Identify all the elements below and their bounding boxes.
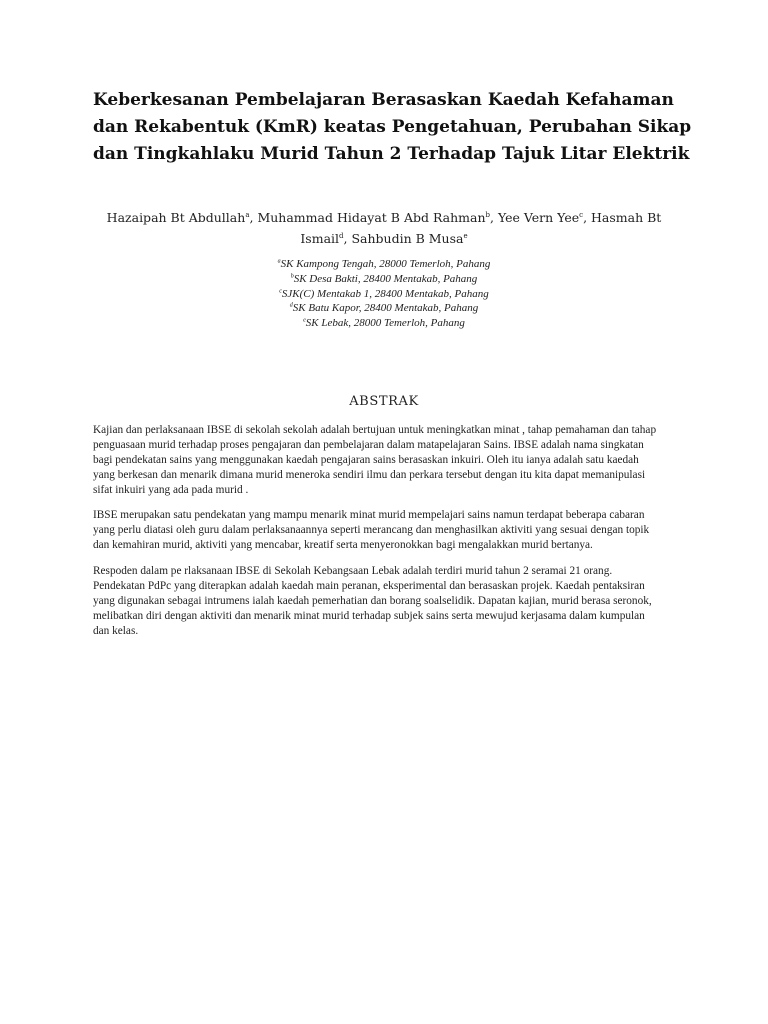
paragraph-line: Respoden dalam pe rlaksanaan IBSE di Sekolah Kebangsaan Lebak adalah terdiri murid tahun 2 seramai 21 orang. — [93, 565, 613, 577]
affiliation-list — [84, 257, 684, 331]
paragraph-line: bagi pendekatan sains yang menggunakan kaedah pengajaran sains berasaskan inkuiri. Oleh itu ianya adalah satu kaedah — [93, 454, 639, 467]
author-affiliation-mark: e — [463, 231, 468, 240]
paragraph-line: yang perlu diatasi oleh guru dalam perlaksanaannya seperti merancang dan menghasilkan aktiviti yang sesuai dengan topik — [93, 524, 650, 537]
paragraph-line: penguasaan murid terhadap proses pengajaran dan pembelajaran dalam matapelajaran Sains. IBSE adalah nama singkatan — [93, 439, 644, 452]
abstract-paragraph — [93, 564, 713, 639]
author-affiliation-mark: a — [245, 210, 250, 219]
affiliation: $^d$SK Batu Kapor, 28400 Mentakab, Pahang — [289, 302, 479, 315]
author-affiliation-mark: c — [579, 210, 584, 219]
paragraph-line: dan kemahiran murid, aktiviti yang mencabar, kreatif serta menyeronokkan bagi mengalakkan murid bertanya. — [93, 539, 593, 552]
author: Hazaipah Bt Abdullah$^a$, — [106, 210, 258, 225]
abstract-heading: ABSTRAK — [349, 394, 419, 409]
title-line: Keberkesanan Pembelajaran Berasaskan Kaedah Kefahaman — [93, 90, 674, 110]
author-list — [84, 207, 684, 249]
title-line: dan Tingkahlaku Murid Tahun 2 Terhadap Tajuk Litar Elektrik — [93, 144, 690, 164]
abstract-paragraph — [93, 508, 713, 553]
paragraph-line: IBSE merupakan satu pendekatan yang mampu menarik minat murid mempelajari sains namun terdapat beberapa cabaran — [93, 509, 645, 521]
paragraph-line: dan kelas. — [93, 625, 139, 638]
affiliation: $^a$SK Kampong Tengah, 28000 Temerloh, Pahang — [277, 258, 491, 270]
author: Yee Vern Yee$^c$, — [497, 210, 592, 225]
title-line: dan Rekabentuk (KmR) keatas Pengetahuan, Perubahan Sikap — [93, 117, 692, 137]
author-affiliation-mark: d — [339, 231, 344, 240]
paragraph-line: yang berkesan dan menarik dimana murid meneroka sendiri ilmu dan perkara tersebut dengan itu kita dapat memanipulasi — [93, 469, 646, 482]
author: Sahbudin B Musa$^e$ — [351, 231, 468, 246]
paragraph-line: sifat inkuiri yang ada pada murid . — [93, 484, 249, 497]
author: Hasmah Bt Ismail$^d$, — [300, 210, 662, 246]
affiliation: $^e$SK Lebak, 28000 Temerloh, Pahang — [303, 317, 465, 330]
paragraph-line: Kajian dan perlaksanaan IBSE di sekolah sekolah adalah bertujuan untuk meningkatkan minat , tahap pemahaman dan tahap — [93, 424, 657, 436]
paragraph-line: melibatkan diri dengan aktiviti dan menarik minat murid terhadap subjek sains serta mewujud kerjasama dalam kumpulan — [93, 610, 645, 623]
abstract-paragraph — [93, 423, 713, 498]
paragraph-line: Pendekatan PdPc yang diterapkan adalah kaedah main peranan, eksperimental dan berasaskan projek. Kaedah pentaksiran — [93, 580, 645, 593]
affiliation: $^c$SJK(C) Mentakab 1, 28400 Mentakab, Pahang — [279, 287, 489, 300]
affiliation: $^b$SK Desa Bakti, 28400 Mentakab, Pahang — [290, 272, 478, 285]
paper-title — [93, 87, 693, 168]
paragraph-line: yang digunakan sebagai intrumens ialah kaedah pemerhatian dan borang soalselidik. Dapatan kajian, murid berasa seronok, — [93, 595, 652, 608]
author-affiliation-mark: b — [485, 210, 491, 219]
author: Muhammad Hidayat B Abd Rahman$^b$, — [257, 210, 498, 225]
